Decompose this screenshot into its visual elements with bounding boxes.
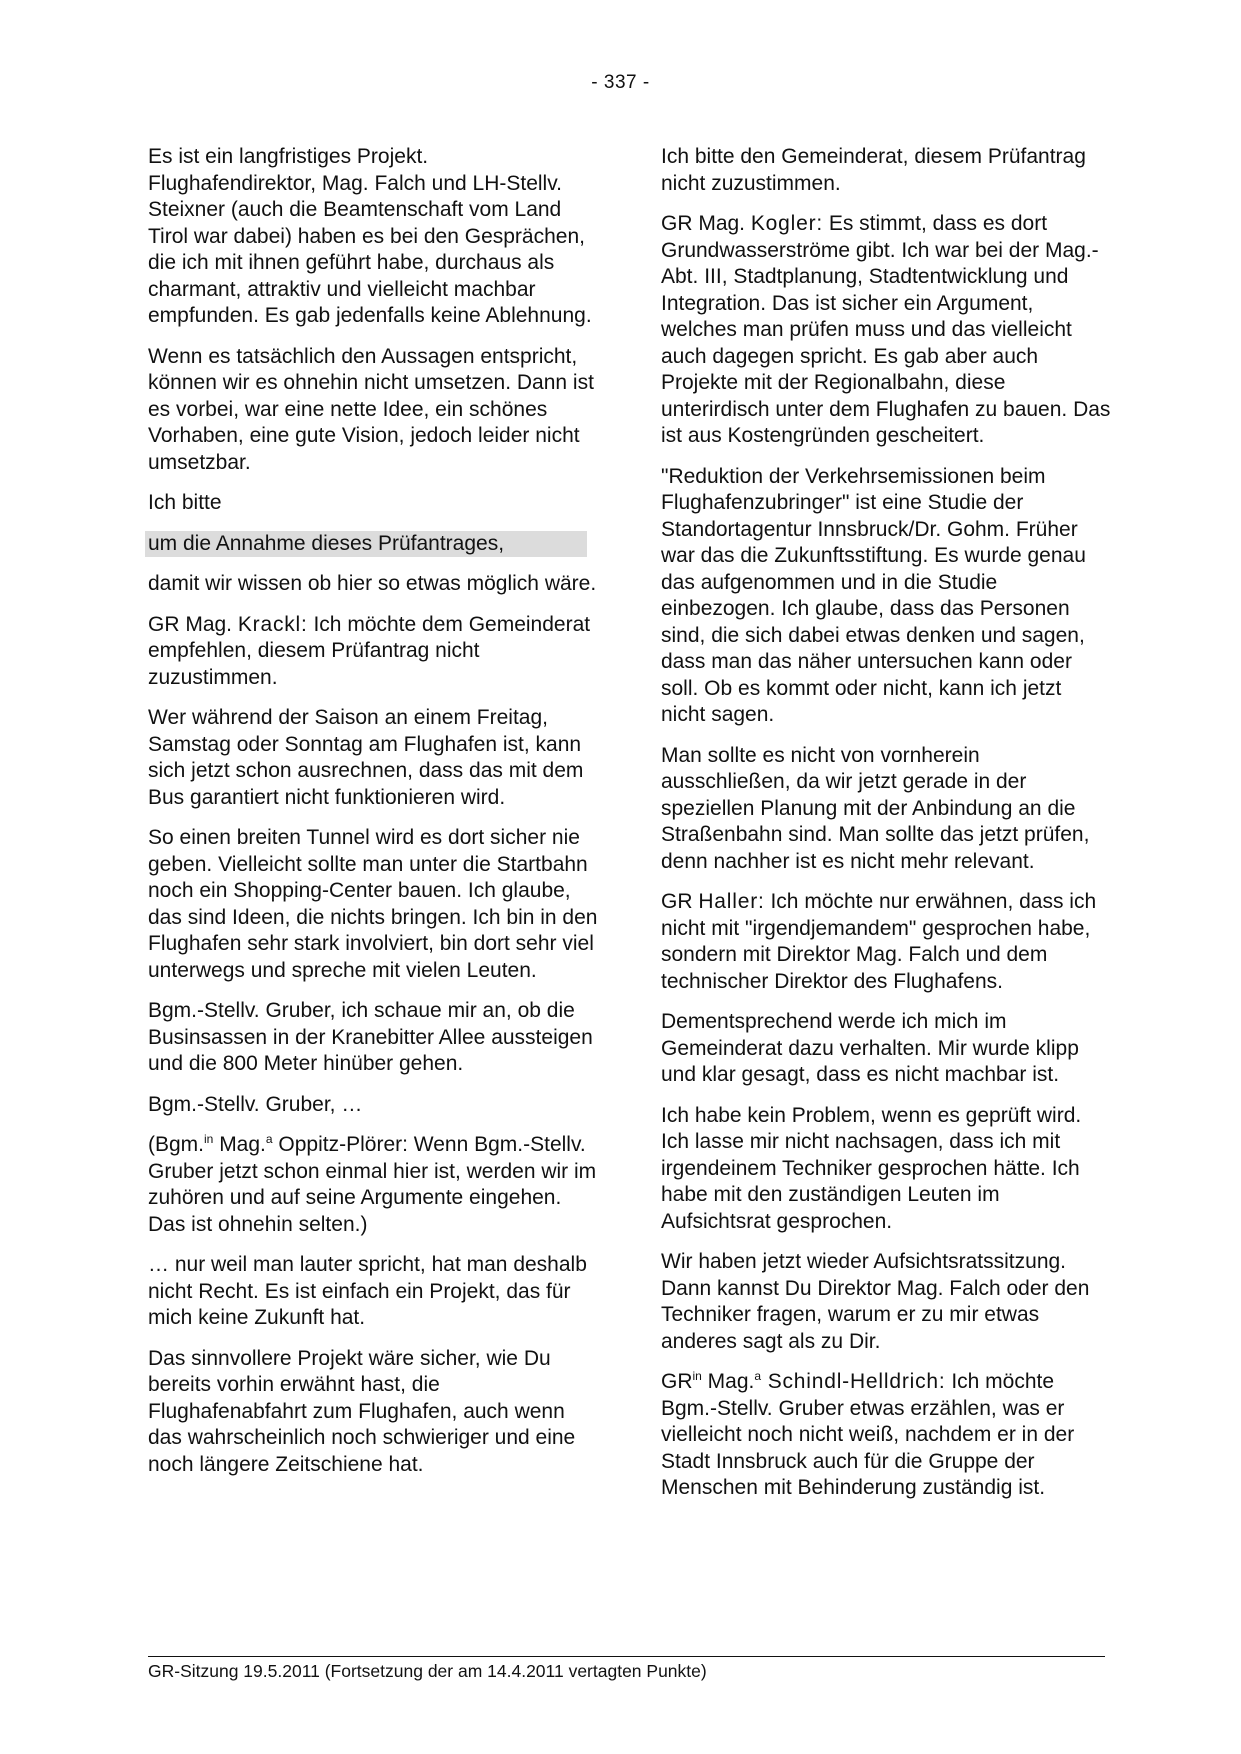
speaker-prefix: GR Mag. (148, 612, 238, 636)
speech-text: Ich möchte nur erwähnen, dass ich nicht mit "irgendjemandem" gesprochen habe, sondern mit Direktor Mag. Falch und dem technischer Direktor des Flughafens. (661, 890, 1097, 993)
superscript: a (265, 1132, 273, 1146)
speech-text: Es stimmt, dass es dort Grundwasserströme gibt. Ich war bei der Mag.-Abt. III, Stadtplanung, Stadtentwicklung und Integration. Das ist sicher ein Argument, welches man prüfen muss und das vielleicht auch dagegen spricht. Es gab aber auch Projekte mit der Regionalbahn, diese unterirdisch unter dem Flughafen zu bauen. Das ist aus Kostengründen gescheitert. (661, 212, 1111, 447)
speaker-prefix: GR Mag. (661, 212, 751, 235)
paragraph: Dementsprechend werde ich mich im Gemeinderat dazu verhalten. Mir wurde klipp und klar gesagt, dass es nicht machbar ist. (661, 1010, 1079, 1086)
paragraph: Ich habe kein Problem, wenn es geprüft wird. Ich lasse mir nicht nachsagen, dass ich mit irgendeinem Techniker gesprochen hätte. Ich habe mit den zuständigen Leuten im Aufsichtsrat gesprochen. (661, 1103, 1082, 1233)
speaker-paragraph (148, 612, 598, 692)
left-column (148, 144, 598, 1492)
paragraph: Wer während der Saison an einem Freitag, Samstag oder Sonntag am Flughafen ist, kann sich jetzt schon ausrechnen, dass das mit dem Bus garantiert nicht funktionieren wird. (148, 706, 584, 809)
speech-text: Ich möchte dem Gemeinderat empfehlen, diesem Prüfantrag nicht zuzustimmen. (148, 612, 591, 689)
paragraph: Man sollte es nicht von vornherein ausschließen, da wir jetzt gerade in der speziellen Planung mit der Anbindung an die Straßenbahn sind. Man sollte das jetzt prüfen, denn nachher ist es nicht mehr relevant. (661, 743, 1090, 873)
paragraph: Es ist ein langfristiges Projekt. Flughafendirektor, Mag. Falch und LH-Stellv. Steixner (auch die Beamtenschaft vom Land Tirol war dabei) haben es bei den Gesprächen, die ich mit ihnen geführt habe, durchaus als charmant, attraktiv und vielleicht machbar empfunden. Es gab jedenfalls keine Ablehnung. (148, 145, 592, 327)
speech-text: Ich möchte Bgm.-Stellv. Gruber etwas erzählen, was er vielleicht noch nicht weiß, nachdem er in der Stadt Innsbruck auch für die Gruppe der Menschen mit Behinderung zuständig ist. (661, 1370, 1075, 1499)
superscript: in (692, 1369, 702, 1383)
footer-divider (148, 1656, 1105, 1657)
paragraph: Ich bitte den Gemeinderat, diesem Prüfantrag nicht zuzustimmen. (661, 145, 1086, 195)
speaker-name: Haller: (698, 890, 765, 913)
paragraph: Bgm.-Stellv. Gruber, ich schaue mir an, ob die Businsassen in der Kranebitter Allee aussteigen und die 800 Meter hinüber gehen. (148, 999, 593, 1075)
paragraph: Bgm.-Stellv. Gruber, … (148, 1092, 363, 1116)
speaker-prefix: Mag. (701, 1370, 755, 1393)
page-number: - 337 - (591, 72, 650, 93)
paragraph: … nur weil man lauter spricht, hat man deshalb nicht Recht. Es ist einfach ein Projekt, das für mich keine Zukunft hat. (148, 1253, 587, 1329)
footer-text: GR-Sitzung 19.5.2011 (Fortsetzung der am 14.4.2011 vertagten Punkte) (148, 1661, 707, 1681)
superscript: a (754, 1369, 762, 1383)
speaker-name: Krackl: (237, 612, 308, 636)
speaker-paragraph (661, 1369, 1111, 1502)
paragraph: Das sinnvollere Projekt wäre sicher, wie Du bereits vorhin erwähnt hast, die Flughafenabfahrt zum Flughafen, auch wenn das wahrscheinlich noch schwieriger und eine noch längere Zeitschiene hat. (148, 1346, 576, 1476)
paragraph: Ich bitte (148, 491, 222, 514)
speaker-paragraph (661, 889, 1111, 995)
interjection-paragraph (148, 1132, 598, 1238)
speaker-name: Kogler: (750, 212, 823, 235)
paragraph: So einen breiten Tunnel wird es dort sicher nie geben. Vielleicht sollte man unter die Startbahn noch ein Shopping-Center bauen. Ich glaube, das sind Ideen, die nichts bringen. Ich bin in den Flughafen sehr stark involviert, bin dort sehr viel unterwegs und spreche mit vielen Leuten. (148, 826, 598, 982)
paragraph: Wir haben jetzt wieder Aufsichtsratssitzung. Dann kannst Du Direktor Mag. Falch oder den Techniker fragen, warum er zu mir etwas anderes sagt als zu Dir. (661, 1250, 1090, 1353)
speaker-name: Schindl-Helldrich: (761, 1370, 946, 1393)
paragraph: "Reduktion der Verkehrsemissionen beim Flughafenzubringer" ist eine Studie der Standortagentur Innsbruck/Dr. Gohm. Früher war das die Zukunftsstiftung. Es wurde genau das aufgenommen und in die Studie einbezogen. Ich glaube, dass das Personen sind, die sich dabei etwas denken und sagen, dass man das näher untersuchen kann oder soll. Ob es kommt oder nicht, kann ich jetzt nicht sagen. (661, 464, 1086, 726)
paragraph: Wenn es tatsächlich den Aussagen entspricht, können wir es ohnehin nicht umsetzen. Dann ist es vorbei, war eine nette Idee, ein schönes Vorhaben, eine gute Vision, jedoch leider nicht umsetzbar. (148, 344, 594, 474)
superscript: in (204, 1132, 214, 1146)
highlighted-motion: um die Annahme dieses Prüfantrages, (145, 531, 587, 558)
speaker-prefix: GR (661, 890, 699, 913)
interjection-title: Mag. (213, 1133, 266, 1156)
right-column (661, 144, 1111, 1516)
speaker-paragraph (661, 211, 1111, 450)
paragraph: damit wir wissen ob hier so etwas möglich wäre. (148, 572, 597, 595)
interjection-title: (Bgm. (148, 1133, 205, 1156)
interjection-text: Oppitz-Plörer: Wenn Bgm.-Stellv. Gruber jetzt schon einmal hier ist, werden wir im zuhören und auf seine Argumente eingehen. Das ist ohnehin selten.) (148, 1133, 597, 1236)
speaker-prefix: GR (661, 1370, 693, 1393)
